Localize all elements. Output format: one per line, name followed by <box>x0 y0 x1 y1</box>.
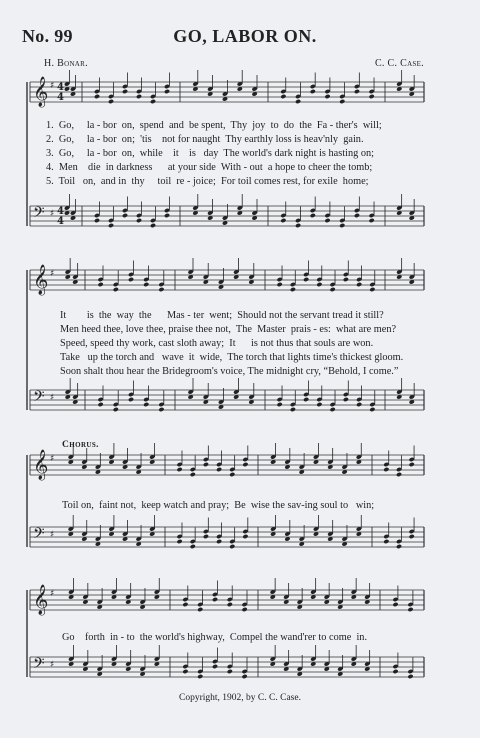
verse-line-1b: It is the way the Mas - ter went; Should not the servant tread it still? <box>60 310 384 321</box>
note-head <box>280 218 286 223</box>
note-head <box>94 94 100 99</box>
lyricist-credit: H. Bonar. <box>44 58 88 69</box>
note-head <box>295 99 301 104</box>
note-head <box>339 223 345 228</box>
note-head <box>242 674 248 679</box>
time-signature: 4 <box>57 82 64 93</box>
chorus-lyric-line-1: Toil on, faint not, keep watch and pray; Be wise the sav-ing soul to win; <box>62 500 375 511</box>
note-head <box>303 277 309 282</box>
note-head <box>212 597 218 602</box>
note-head <box>108 223 114 228</box>
note-head <box>277 402 283 407</box>
note-head <box>316 282 322 287</box>
note-head <box>407 607 413 612</box>
note-head <box>242 462 248 467</box>
note-head <box>409 462 415 467</box>
note-head <box>396 472 402 477</box>
note-head <box>136 218 142 223</box>
chorus-lyric-line-2: Go forth in - to the world's highway, Compel the wand'rer to come in. <box>62 632 368 643</box>
composer-credit: C. C. Case. <box>374 58 424 69</box>
note-head <box>108 99 114 104</box>
note-head <box>150 223 156 228</box>
hymn-number: No. 99 <box>22 26 73 46</box>
note-head <box>122 213 128 218</box>
sharp-icon: ♯ <box>50 660 55 670</box>
note-head <box>290 287 296 292</box>
note-head <box>176 539 182 544</box>
note-head <box>197 607 203 612</box>
treble-clef-icon: 𝄞 <box>33 585 49 615</box>
note-head <box>158 407 164 412</box>
note-head <box>356 402 362 407</box>
note-head <box>128 277 134 282</box>
note-head <box>164 213 170 218</box>
time-signature: 4 <box>57 206 64 217</box>
note-head <box>150 99 156 104</box>
note-head <box>158 287 164 292</box>
note-head <box>277 282 283 287</box>
note-head <box>176 467 182 472</box>
note-head <box>295 223 301 228</box>
bass-clef-icon: 𝄢 <box>33 525 45 546</box>
note-head <box>227 669 233 674</box>
note-head <box>392 602 398 607</box>
note-head <box>280 94 286 99</box>
note-head <box>383 467 389 472</box>
verse-line-2a: 2. Go, la - bor on; 'tis not for naught Thy earthly loss is heav'nly gain. <box>46 134 364 145</box>
note-head <box>136 94 142 99</box>
time-signature: 4 <box>57 216 64 227</box>
note-head <box>330 287 336 292</box>
sharp-icon: ♯ <box>50 589 55 599</box>
note-head <box>216 467 222 472</box>
verse-line-2b: Men heed thee, love thee, praise thee not, The Master prais - es: what are men? <box>60 324 397 335</box>
note-head <box>354 213 360 218</box>
note-head <box>407 674 413 679</box>
bass-clef-icon: 𝄢 <box>33 204 45 225</box>
note-head <box>392 669 398 674</box>
treble-clef-icon: 𝄞 <box>33 450 49 480</box>
note-head <box>343 397 349 402</box>
note-head <box>94 218 100 223</box>
copyright-notice: Copyright, 1902, by C. C. Case. <box>179 693 301 703</box>
note-head <box>216 539 222 544</box>
sharp-icon: ♯ <box>50 269 55 279</box>
note-head <box>197 674 203 679</box>
note-head <box>242 534 248 539</box>
note-head <box>190 544 196 549</box>
bass-clef-icon: 𝄢 <box>33 388 45 409</box>
note-head <box>339 99 345 104</box>
note-head <box>290 407 296 412</box>
note-head <box>98 402 104 407</box>
note-head <box>324 94 330 99</box>
note-head <box>356 282 362 287</box>
note-head <box>354 89 360 94</box>
sharp-icon: ♯ <box>50 393 55 403</box>
note-head <box>164 89 170 94</box>
treble-clef-icon: 𝄞 <box>33 265 49 295</box>
note-head <box>190 472 196 477</box>
note-head <box>324 218 330 223</box>
note-head <box>330 407 336 412</box>
note-head <box>227 602 233 607</box>
note-head <box>203 534 209 539</box>
sharp-icon: ♯ <box>50 530 55 540</box>
note-head <box>369 94 375 99</box>
verse-line-5b: Soon shalt thou hear the Bridegroom's voice, The midnight cry, “Behold, I come.” <box>60 366 399 377</box>
note-head <box>303 397 309 402</box>
note-head <box>383 539 389 544</box>
note-head <box>128 397 134 402</box>
note-head <box>182 602 188 607</box>
sharp-icon: ♯ <box>50 81 55 91</box>
note-head <box>229 544 235 549</box>
chorus-label: Chorus. <box>62 440 99 450</box>
verse-line-5a: 5. Toil on, and in thy toil re - joice; For toil comes rest, for exile home; <box>46 176 369 187</box>
note-head <box>143 282 149 287</box>
verse-line-3b: Speed, speed thy work, cast sloth away; It is not thus that souls are won. <box>60 338 374 349</box>
verse-line-3a: 3. Go, la - bor on, while it is day The world's dark night is hasting on; <box>46 148 374 159</box>
note-head <box>182 669 188 674</box>
note-head <box>396 544 402 549</box>
sharp-icon: ♯ <box>50 454 55 464</box>
note-head <box>203 462 209 467</box>
note-head <box>98 282 104 287</box>
note-head <box>369 407 375 412</box>
note-head <box>369 287 375 292</box>
note-head <box>310 89 316 94</box>
treble-clef-icon: 𝄞 <box>33 77 49 107</box>
note-head <box>409 534 415 539</box>
sharp-icon: ♯ <box>50 209 55 219</box>
verse-line-1a: 1. Go, la - bor on, spend and be spent, Thy joy to do the Fa - ther's will; <box>46 120 382 131</box>
note-head <box>143 402 149 407</box>
note-head <box>242 607 248 612</box>
verse-line-4a: 4. Men die in darkness at your side With - out a hope to cheer the tomb; <box>46 162 373 173</box>
hymn-title: GO, LABOR ON. <box>173 26 317 46</box>
note-head <box>113 407 119 412</box>
note-head <box>122 89 128 94</box>
note-head <box>310 213 316 218</box>
note-head <box>369 218 375 223</box>
note-head <box>316 402 322 407</box>
verse-line-4b: Take up the torch and wave it wide, The torch that lights time's thickest gloom. <box>60 352 404 363</box>
note-head <box>212 664 218 669</box>
note-head <box>343 277 349 282</box>
note-head <box>113 287 119 292</box>
time-signature: 4 <box>57 92 64 103</box>
bass-clef-icon: 𝄢 <box>33 655 45 676</box>
note-head <box>229 472 235 477</box>
